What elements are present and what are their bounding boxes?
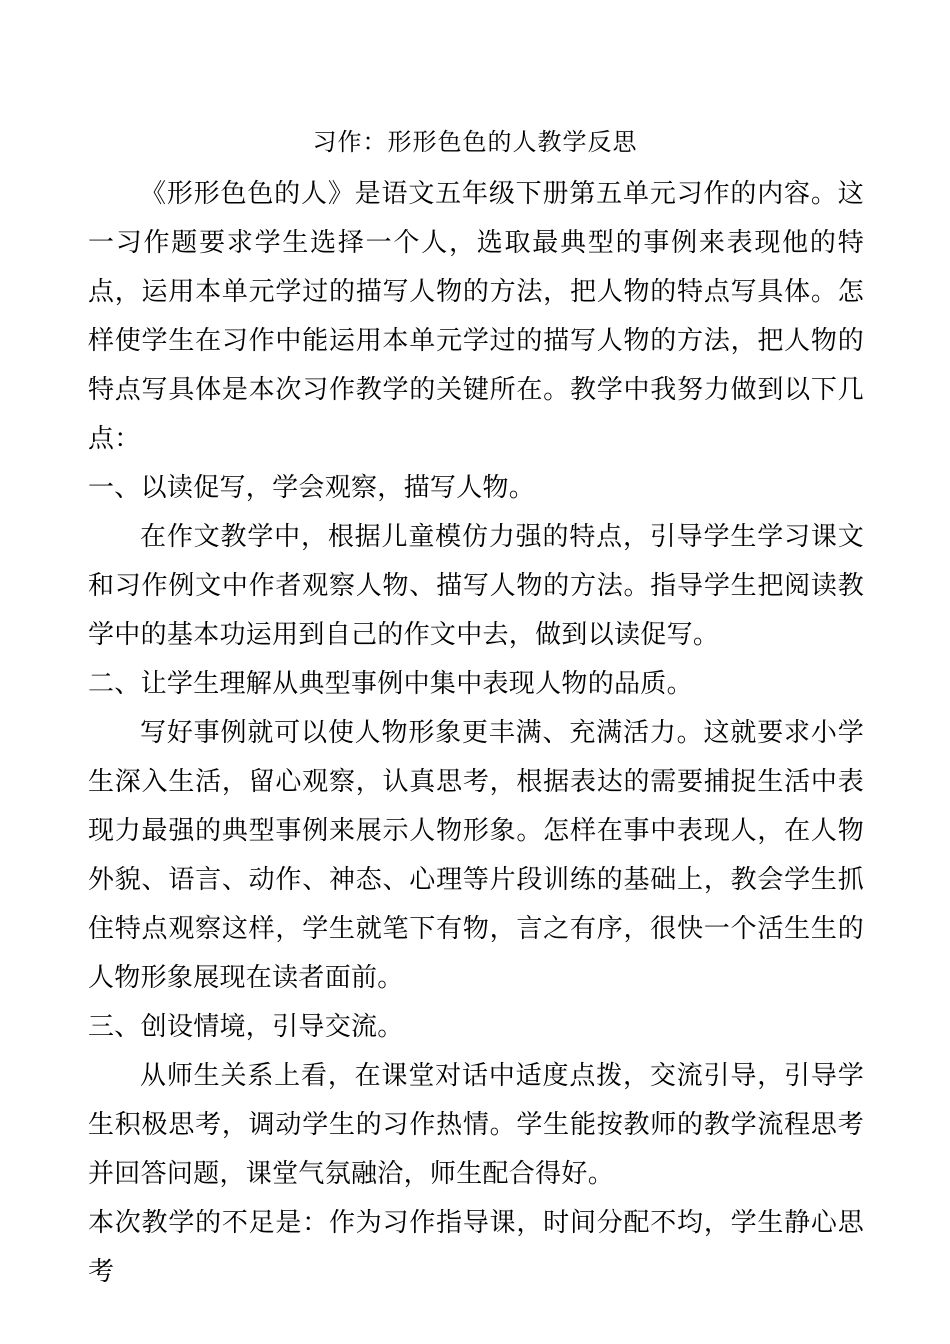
document-title: 习作：形形色色的人教学反思	[312, 128, 638, 156]
section-2-heading: 二、让学生理解从典型事例中集中表现人物的品质。	[88, 669, 693, 699]
section-3-heading: 三、创设情境，引导交流。	[88, 1012, 404, 1042]
section-3-paragraph: 从师生关系上看，在课堂对话中适度点拨，交流引导，引导学生积极思考，调动学生的习作热情。学生能按教师的教学流程思考并回答问题，课堂气氛融洽，师生配合得好。	[88, 1061, 864, 1189]
closing-paragraph: 本次教学的不足是：作为习作指导课，时间分配不均，学生静心思考	[88, 1208, 864, 1287]
section-1-paragraph: 在作文教学中，根据儿童模仿力强的特点，引导学生学习课文和习作例文中作者观察人物、描写人物的方法。指导学生把阅读教学中的基本功运用到自己的作文中去，做到以读促写。	[88, 522, 864, 650]
intro-paragraph: 《形形色色的人》是语文五年级下册第五单元习作的内容。这一习作题要求学生选择一个人，选取最典型的事例来表现他的特点，运用本单元学过的描写人物的方法，把人物的特点写具体。怎样使学生在习作中能运用本单元学过的描写人物的方法，把人物的特点写具体是本次习作教学的关键所在。教学中我努力做到以下几点：	[88, 179, 864, 454]
section-1-heading: 一、以读促写，学会观察，描写人物。	[88, 473, 536, 503]
document-body	[88, 170, 864, 1297]
section-2-paragraph: 写好事例就可以使人物形象更丰满、充满活力。这就要求小学生深入生活，留心观察，认真思考，根据表达的需要捕捉生活中表现力最强的典型事例来展示人物形象。怎样在事中表现人，在人物外貌、语言、动作、神态、心理等片段训练的基础上，教会学生抓住特点观察这样，学生就笔下有物，言之有序，很快一个活生生的人物形象展现在读者面前。	[88, 718, 864, 993]
